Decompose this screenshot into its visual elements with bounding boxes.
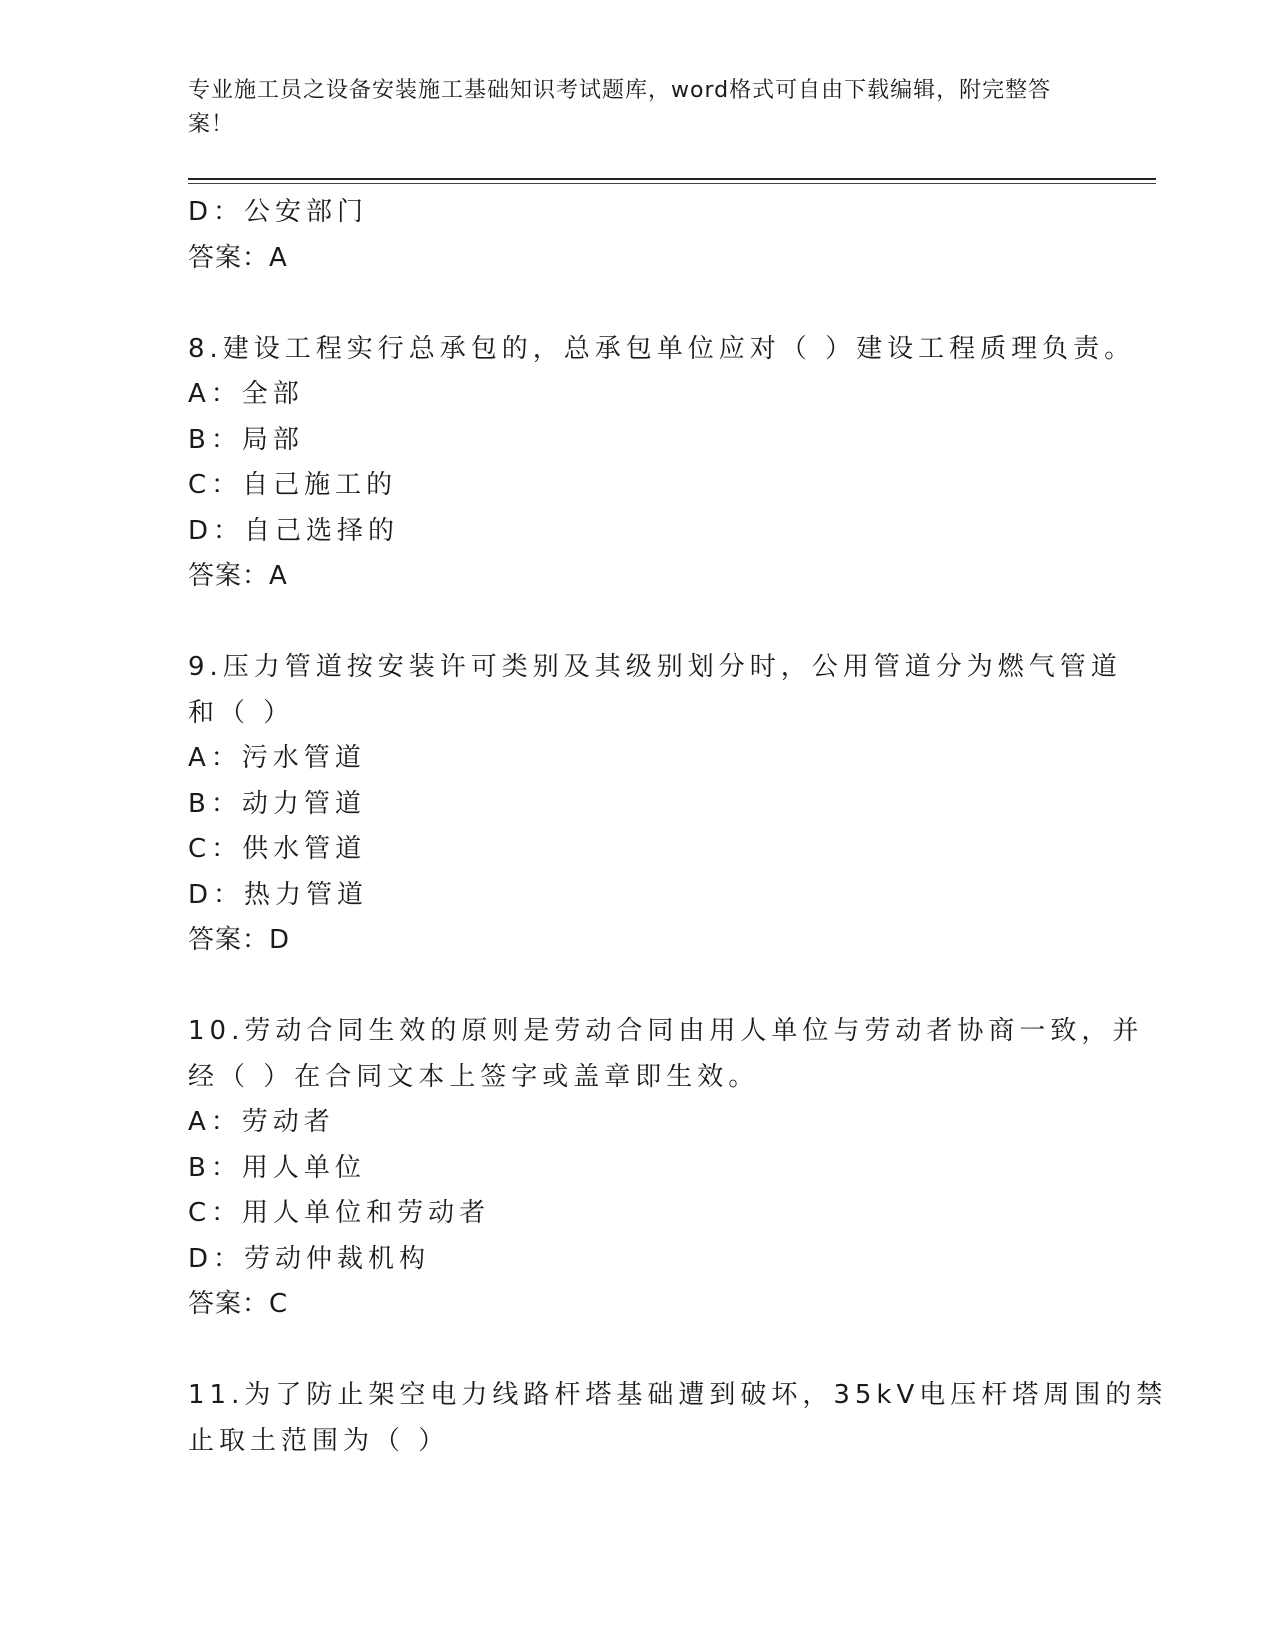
option-a: A：全部	[188, 379, 304, 409]
question-content	[188, 190, 1168, 1464]
prev-option-d: D：公安部门	[188, 197, 369, 227]
question-11	[188, 1373, 1168, 1464]
spacer	[188, 281, 1088, 327]
option-a: A：劳动者	[188, 1107, 335, 1137]
answer: 答案：A	[188, 561, 288, 591]
option-c: C：供水管道	[188, 834, 367, 864]
spacer	[188, 1328, 1088, 1374]
option-d: D：热力管道	[188, 879, 369, 910]
option-b: B：局部	[188, 424, 304, 455]
question-text-cont: 和（ ）	[188, 697, 295, 728]
spacer	[188, 964, 1088, 1010]
question-text-cont: 经（ ）在合同文本上签字或盖章即生效。	[188, 1061, 760, 1092]
option-d: D：自己选择的	[188, 515, 400, 546]
question-text: 11.为了防止架空电力线路杆塔基础遭到破坏，35kV电压杆塔周围的禁	[188, 1380, 1168, 1410]
question-text-cont: 止取土范围为（ ）	[188, 1425, 450, 1456]
header-divider-thin	[188, 183, 1156, 184]
question-9	[188, 645, 1122, 964]
question-10	[188, 1009, 1144, 1328]
question-text: 10.劳动合同生效的原则是劳动合同由用人单位与劳动者协商一致，并	[188, 1016, 1144, 1046]
option-b: B：用人单位	[188, 1152, 366, 1183]
spacer	[188, 600, 1088, 646]
question-text: 9.压力管道按安装许可类别及其级别划分时，公用管道分为燃气管道	[188, 652, 1122, 682]
option-c: C：自己施工的	[188, 470, 398, 500]
option-b: B：动力管道	[188, 788, 366, 819]
option-a: A：污水管道	[188, 743, 366, 773]
question-text: 8.建设工程实行总承包的，总承包单位应对（ ）建设工程质理负责。	[188, 333, 1136, 364]
option-d: D：劳动仲裁机构	[188, 1243, 431, 1274]
header-divider-thick	[188, 178, 1156, 180]
answer: 答案：D	[188, 925, 291, 955]
prev-answer: 答案：A	[188, 242, 288, 273]
answer: 答案：C	[188, 1289, 289, 1319]
question-8	[188, 327, 1136, 600]
option-c: C：用人单位和劳动者	[188, 1198, 491, 1228]
document-header: 专业施工员之设备安装施工基础知识考试题库，word格式可自由下载编辑，附完整答案！	[188, 78, 1052, 137]
